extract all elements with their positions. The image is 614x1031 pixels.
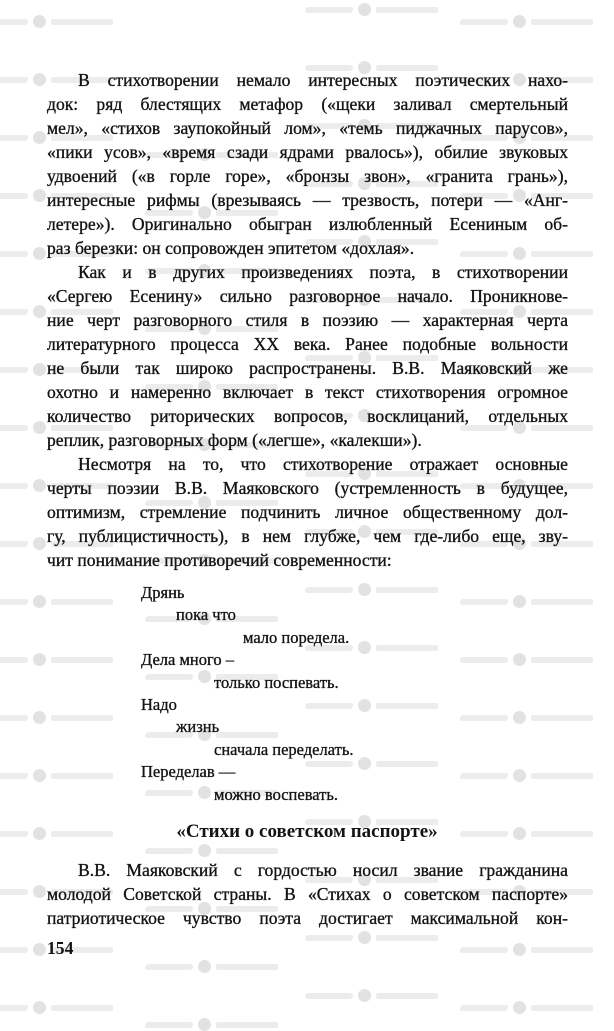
- watermark-wordmark-shape: [51, 773, 113, 779]
- watermark-wordmark-shape: [51, 715, 113, 721]
- watermark-logo: [305, 3, 438, 16]
- paragraph-1: [47, 68, 568, 260]
- poem-line: сначала переделать.: [214, 739, 354, 759]
- watermark-logo: [0, 769, 113, 782]
- watermark-circle-icon: [513, 711, 526, 724]
- poem-line: пока что: [176, 605, 236, 625]
- text-line: удвоений («в горле горе», «бронзы звон», «гранита грань»),: [47, 166, 568, 186]
- watermark-wordmark-shape: [0, 19, 29, 25]
- watermark-wordmark-shape: [216, 1022, 278, 1028]
- text-line: В стихотворении немало интересных поэтических нахо-: [78, 70, 568, 90]
- watermark-logo: [145, 960, 278, 973]
- watermark-wordmark-shape: [0, 77, 29, 83]
- watermark-wordmark-shape: [0, 193, 29, 199]
- watermark-wordmark-shape: [144, 1022, 193, 1028]
- text-line: литературного процесса XX века. Ранее подобные вольности: [47, 334, 568, 354]
- poem-line: можно воспевать.: [214, 784, 339, 804]
- watermark-wordmark-shape: [0, 773, 29, 779]
- watermark-wordmark-shape: [51, 19, 113, 25]
- text-line: ние черт разговорного стиля в поэзию — характерная черта: [47, 310, 568, 330]
- watermark-circle-icon: [33, 595, 46, 608]
- text-line: «пики усов», «время сзади ядрами рвалось»), обилие звуковых: [47, 142, 568, 162]
- text-line: реплик, разговорных форм («легше», «калекши»).: [47, 430, 422, 450]
- poem-line: Надо: [141, 695, 177, 715]
- watermark-wordmark-shape: [531, 19, 593, 25]
- watermark-logo: [460, 653, 593, 666]
- watermark-circle-icon: [513, 595, 526, 608]
- page-number: 154: [47, 938, 74, 958]
- watermark-wordmark-shape: [0, 309, 29, 315]
- watermark-wordmark-shape: [459, 1005, 508, 1011]
- watermark-wordmark-shape: [0, 251, 29, 257]
- watermark-wordmark-shape: [0, 947, 29, 953]
- text-line: док: ряд блестящих метафор («щеки заливал смертельный: [47, 94, 568, 114]
- watermark-circle-icon: [33, 189, 46, 202]
- watermark-wordmark-shape: [51, 1005, 113, 1011]
- text-line: патриотическое чувство поэта достигает максимальной кон-: [47, 908, 568, 928]
- watermark-logo: [305, 931, 438, 944]
- watermark-circle-icon: [33, 769, 46, 782]
- watermark-wordmark-shape: [0, 541, 29, 547]
- poem-line: только поспевать.: [214, 672, 339, 692]
- watermark-wordmark-shape: [0, 367, 29, 373]
- watermark-circle-icon: [358, 3, 371, 16]
- watermark-wordmark-shape: [376, 7, 438, 13]
- watermark-circle-icon: [33, 885, 46, 898]
- text-line: Несмотря на то, что стихотворение отражает основные: [78, 454, 568, 474]
- watermark-wordmark-shape: [531, 773, 593, 779]
- watermark-circle-icon: [33, 653, 46, 666]
- watermark-wordmark-shape: [376, 935, 438, 941]
- watermark-wordmark-shape: [459, 773, 508, 779]
- text-line: раз березки: он сопровожден эпитетом «дохлая».: [47, 238, 415, 258]
- text-line: гу, публицистичность), в нем глубже, чем где-либо еще, зву-: [47, 526, 568, 546]
- watermark-logo: [145, 844, 278, 857]
- paragraph-4: [47, 858, 568, 930]
- watermark-circle-icon: [33, 131, 46, 144]
- text-line: мел», «стихов заупокойный лом», «темь пиджачных парусов»,: [47, 118, 568, 138]
- poem-quote: [141, 582, 354, 806]
- text-line: не были так широко распространены. В.В. Маяковский же: [47, 358, 568, 378]
- watermark-wordmark-shape: [51, 599, 113, 605]
- watermark-wordmark-shape: [0, 599, 29, 605]
- watermark-circle-icon: [513, 15, 526, 28]
- paragraph-3: [47, 452, 568, 572]
- watermark-circle-icon: [33, 73, 46, 86]
- watermark-wordmark-shape: [531, 657, 593, 663]
- watermark-logo: [460, 769, 593, 782]
- text-line: количество риторических вопросов, восклицаний, отдельных: [47, 406, 568, 426]
- watermark-wordmark-shape: [531, 715, 593, 721]
- text-line: интересные рифмы (врезываясь — трезвость, потери — «Анг-: [47, 190, 568, 210]
- watermark-wordmark-shape: [0, 483, 29, 489]
- watermark-wordmark-shape: [531, 1005, 593, 1011]
- watermark-wordmark-shape: [304, 993, 353, 999]
- poem-line: мало поредела.: [243, 627, 350, 647]
- text-line: оптимизм, стремление подчинить личное общественному дол-: [47, 502, 568, 522]
- watermark-wordmark-shape: [0, 889, 29, 895]
- watermark-circle-icon: [33, 421, 46, 434]
- watermark-logo: [0, 653, 113, 666]
- watermark-wordmark-shape: [51, 657, 113, 663]
- watermark-logo: [0, 15, 113, 28]
- watermark-wordmark-shape: [376, 703, 438, 709]
- watermark-circle-icon: [33, 247, 46, 260]
- watermark-circle-icon: [198, 960, 211, 973]
- watermark-circle-icon: [198, 1018, 211, 1031]
- poem-line: Дела много –: [141, 650, 234, 670]
- watermark-wordmark-shape: [144, 964, 193, 970]
- watermark-wordmark-shape: [216, 848, 278, 854]
- watermark-circle-icon: [33, 363, 46, 376]
- watermark-circle-icon: [358, 699, 371, 712]
- watermark-logo: [460, 15, 593, 28]
- text-line: черты поэзии В.В. Маяковского (устремленность в будущее,: [47, 478, 568, 498]
- watermark-wordmark-shape: [304, 7, 353, 13]
- watermark-circle-icon: [513, 943, 526, 956]
- watermark-circle-icon: [358, 931, 371, 944]
- watermark-logo: [305, 989, 438, 1002]
- watermark-wordmark-shape: [376, 587, 438, 593]
- watermark-wordmark-shape: [376, 993, 438, 999]
- watermark-circle-icon: [198, 844, 211, 857]
- text-line: чит понимание противоречий современности:: [47, 550, 392, 570]
- watermark-wordmark-shape: [304, 935, 353, 941]
- watermark-circle-icon: [358, 641, 371, 654]
- text-line: В.В. Маяковский с гордостью носил звание гражданина: [78, 860, 568, 880]
- watermark-wordmark-shape: [459, 19, 508, 25]
- watermark-wordmark-shape: [0, 657, 29, 663]
- watermark-circle-icon: [358, 989, 371, 1002]
- watermark-wordmark-shape: [459, 657, 508, 663]
- watermark-circle-icon: [358, 583, 371, 596]
- watermark-wordmark-shape: [144, 848, 193, 854]
- body-text: [47, 68, 568, 572]
- watermark-circle-icon: [33, 479, 46, 492]
- watermark-logo: [460, 943, 593, 956]
- watermark-wordmark-shape: [0, 715, 29, 721]
- watermark-circle-icon: [33, 15, 46, 28]
- watermark-wordmark-shape: [459, 599, 508, 605]
- watermark-wordmark-shape: [0, 135, 29, 141]
- text-line: Как и в других произведениях поэта, в стихотворении: [78, 262, 568, 282]
- watermark-logo: [460, 1001, 593, 1014]
- watermark-circle-icon: [513, 1001, 526, 1014]
- text-line: охотно и намеренно включает в текст стихотворения огромное: [47, 382, 568, 402]
- watermark-wordmark-shape: [0, 425, 29, 431]
- text-line: летере»). Оригинально обыгран излюбленный Есениным об-: [47, 214, 568, 234]
- watermark-wordmark-shape: [376, 761, 438, 767]
- watermark-logo: [145, 1018, 278, 1031]
- watermark-circle-icon: [33, 1001, 46, 1014]
- watermark-circle-icon: [358, 757, 371, 770]
- watermark-logo: [0, 711, 113, 724]
- watermark-circle-icon: [33, 305, 46, 318]
- watermark-circle-icon: [33, 711, 46, 724]
- watermark-wordmark-shape: [376, 645, 438, 651]
- watermark-wordmark-shape: [459, 947, 508, 953]
- poem-line: жизнь: [176, 717, 220, 737]
- watermark-circle-icon: [513, 653, 526, 666]
- watermark-circle-icon: [33, 537, 46, 550]
- watermark-wordmark-shape: [531, 947, 593, 953]
- section-heading: «Стихи о советском паспорте»: [176, 821, 438, 842]
- poem-line: Переделав —: [141, 762, 236, 782]
- watermark-circle-icon: [513, 769, 526, 782]
- watermark-logo: [0, 595, 113, 608]
- watermark-wordmark-shape: [0, 1005, 29, 1011]
- text-line: «Сергею Есенину» сильно разговорное начало. Проникнове-: [47, 286, 568, 306]
- paragraph-2: [47, 260, 568, 452]
- poem-line: Дрянь: [141, 583, 185, 602]
- watermark-wordmark-shape: [531, 599, 593, 605]
- watermark-logo: [0, 1001, 113, 1014]
- watermark-wordmark-shape: [216, 964, 278, 970]
- watermark-wordmark-shape: [459, 715, 508, 721]
- watermark-logo: [460, 711, 593, 724]
- watermark-circle-icon: [33, 943, 46, 956]
- watermark-logo: [460, 595, 593, 608]
- text-line: молодой Советской страны. В «Стихах о советском паспорте»: [47, 884, 568, 904]
